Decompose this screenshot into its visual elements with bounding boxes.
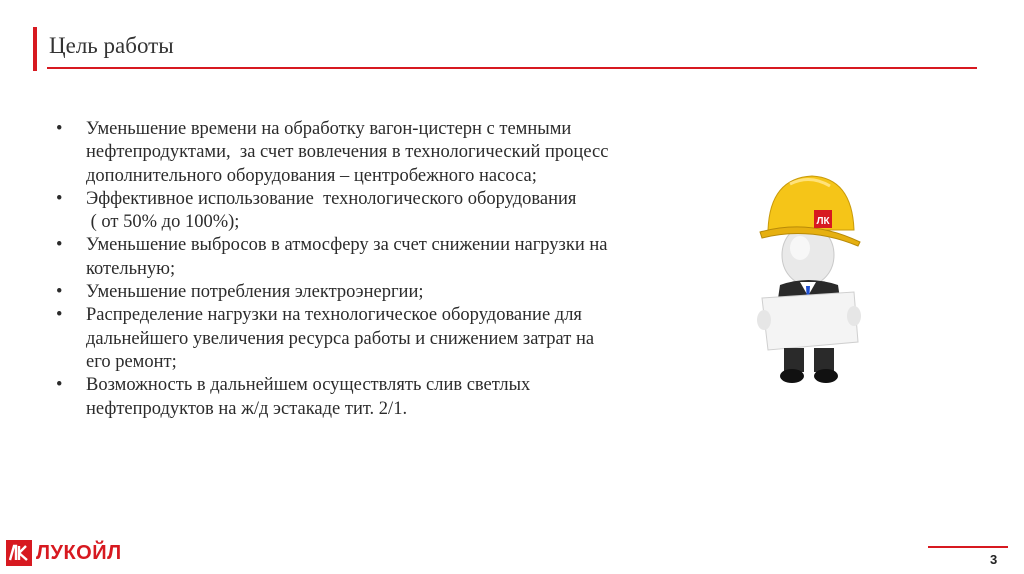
- bullet-line: Уменьшение времени на обработку вагон-цистерн с темными: [86, 119, 572, 139]
- bullet-dot: •: [56, 119, 63, 139]
- company-logo: [6, 540, 122, 566]
- slide-title: Цель работы: [49, 33, 174, 58]
- bullet-dot: •: [56, 282, 63, 303]
- title-underline: [47, 67, 977, 69]
- bullet-line: его ремонт;: [86, 351, 177, 372]
- bullet-line: нефтепродуктов на ж/д эстакаде тит. 2/1.: [86, 398, 408, 419]
- lukoil-logo-icon: [6, 540, 32, 566]
- bullet-line: дополнительного оборудования – центробежного насоса;: [86, 165, 537, 186]
- bullet-item: [56, 234, 706, 281]
- bullet-line: Эффективное использование технологического оборудования: [86, 188, 577, 209]
- bullet-line: Распределение нагрузки на технологическое оборудование для: [86, 305, 582, 326]
- bullet-line: ( от 50% до 100%);: [86, 212, 240, 233]
- helmet-logo-text: ЛК: [816, 216, 830, 227]
- bullet-line: Уменьшение выбросов в атмосферу за счет снижении нагрузки на: [86, 235, 608, 256]
- bullet-list: [56, 118, 706, 421]
- bullet-line: Возможность в дальнейшем осуществлять слив светлых: [86, 375, 531, 396]
- bullet-line: нефтепродуктами, за счет вовлечения в технологический процесс: [86, 142, 609, 163]
- bullet-item: [56, 304, 706, 374]
- worker-figure-icon: [750, 170, 870, 390]
- bullet-dot: •: [56, 235, 63, 256]
- bullet-item: [56, 188, 706, 235]
- bullet-item: [56, 281, 706, 304]
- bullet-item: [56, 118, 706, 188]
- logo-text: ЛУКОЙЛ: [36, 541, 122, 564]
- bullet-dot: •: [56, 305, 63, 326]
- bullet-item: [56, 374, 706, 421]
- page-number: 3: [990, 552, 998, 567]
- footer-divider: [928, 546, 1008, 548]
- bullet-dot: •: [56, 375, 63, 396]
- bullet-line: Уменьшение потребления электроэнергии;: [86, 282, 424, 303]
- title-accent-bar: [33, 27, 37, 71]
- bullet-line: дальнейшего увеличения ресурса работы и снижением затрат на: [86, 328, 595, 349]
- bullet-dot: •: [56, 188, 63, 209]
- bullet-line: котельную;: [86, 258, 176, 279]
